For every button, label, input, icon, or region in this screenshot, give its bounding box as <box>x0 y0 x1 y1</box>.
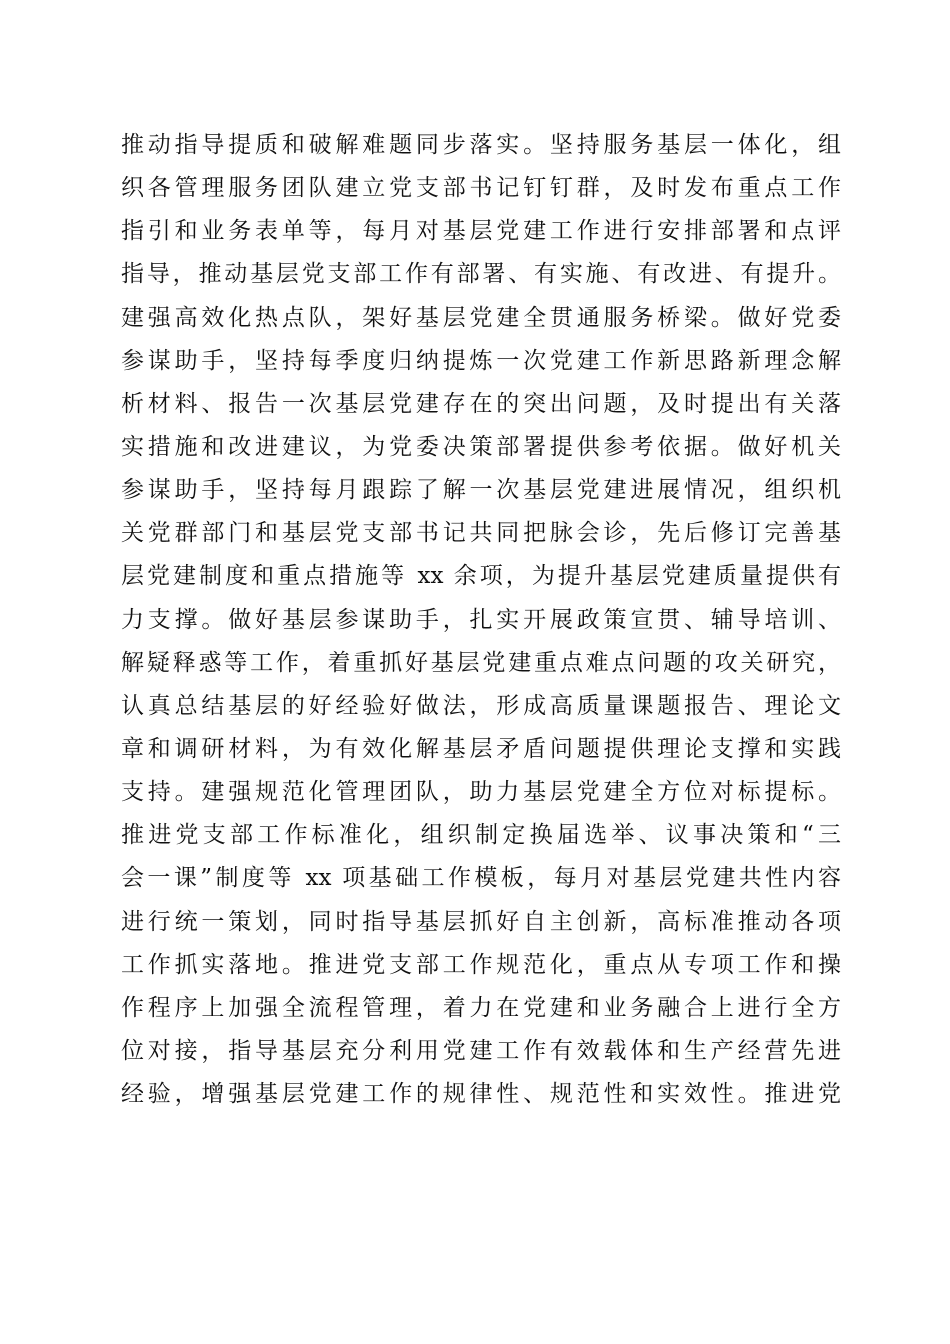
text-line: 层党建制度和重点措施等 xx 余项，为提升基层党建质量提供有 <box>121 563 841 590</box>
text-line: 建强高效化热点队，架好基层党建全贯通服务桥梁。做好党委 <box>121 304 841 331</box>
text-line: 指引和业务表单等，每月对基层党建工作进行安排部署和点评 <box>121 218 841 245</box>
text-line: 析材料、报告一次基层党建存在的突出问题，及时提出有关落 <box>121 390 841 417</box>
text-line: 指导，推动基层党支部工作有部署、有实施、有改进、有提升。 <box>121 261 841 288</box>
text-line: 位对接，指导基层充分利用党建工作有效载体和生产经营先进 <box>121 1037 841 1064</box>
text-line: 织各管理服务团队建立党支部书记钉钉群，及时发布重点工作 <box>121 175 841 202</box>
text-line: 关党群部门和基层党支部书记共同把脉会诊，先后修订完善基 <box>121 520 841 547</box>
text-line: 解疑释惑等工作，着重抓好基层党建重点难点问题的攻关研究， <box>121 649 841 676</box>
body-paragraph <box>121 124 841 1116</box>
text-line: 作程序上加强全流程管理，着力在党建和业务融合上进行全方 <box>121 994 841 1021</box>
text-line: 支持。建强规范化管理团队，助力基层党建全方位对标提标。 <box>121 779 841 806</box>
text-line: 参谋助手，坚持每月跟踪了解一次基层党建进展情况，组织机 <box>121 477 841 504</box>
text-line: 参谋助手，坚持每季度归纳提炼一次党建工作新思路新理念解 <box>121 347 841 374</box>
text-line: 实措施和改进建议，为党委决策部署提供参考依据。做好机关 <box>121 433 841 460</box>
text-line: 经验，增强基层党建工作的规律性、规范性和实效性。推进党 <box>121 1081 841 1108</box>
text-line: 章和调研材料，为有效化解基层矛盾问题提供理论支撑和实践 <box>121 735 841 762</box>
text-line: 力支撑。做好基层参谋助手，扎实开展政策宣贯、辅导培训、 <box>121 606 841 633</box>
text-line: 推进党支部工作标准化，组织制定换届选举、议事决策和“三 <box>121 822 841 849</box>
text-line: 认真总结基层的好经验好做法，形成高质量课题报告、理论文 <box>121 692 841 719</box>
text-line: 会一课”制度等 xx 项基础工作模板，每月对基层党建共性内容 <box>121 865 841 892</box>
text-line: 推动指导提质和破解难题同步落实。坚持服务基层一体化，组 <box>121 132 841 158</box>
text-line: 进行统一策划，同时指导基层抓好自主创新，高标准推动各项 <box>121 908 841 935</box>
text-line: 工作抓实落地。推进党支部工作规范化，重点从专项工作和操 <box>121 951 841 978</box>
